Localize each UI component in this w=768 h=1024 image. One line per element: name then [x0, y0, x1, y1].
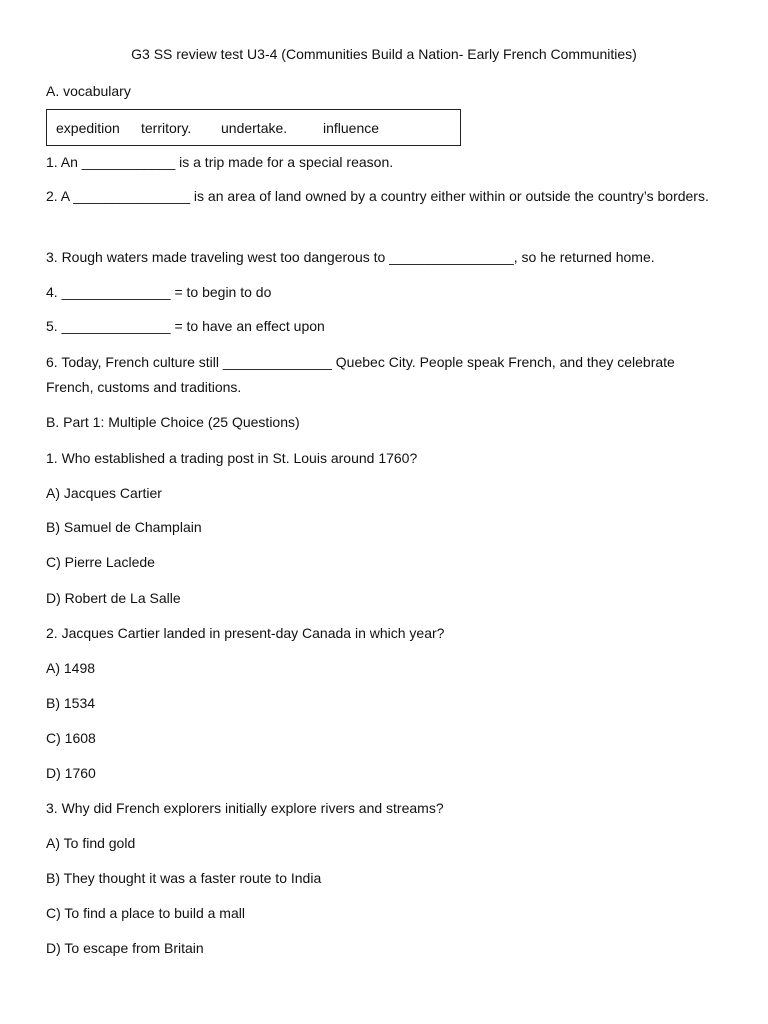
mc-option: C) Pierre Laclede	[46, 554, 155, 570]
word-bank-item: influence	[323, 120, 380, 136]
word-bank-box	[46, 109, 461, 146]
vocab-question-3: 3. Rough waters made traveling west too dangerous to ________________, so he returned home.	[46, 249, 655, 265]
mc-option: D) Robert de La Salle	[46, 590, 181, 606]
mc-question-2: 2. Jacques Cartier landed in present-day Canada in which year?	[46, 625, 445, 641]
mc-option: A) 1498	[46, 660, 96, 676]
mc-option: A) To find gold	[46, 835, 136, 851]
mc-option: B) They thought it was a faster route to India	[46, 870, 322, 886]
vocab-question-5: 5. ______________ = to have an effect upon	[46, 318, 325, 334]
section-a-heading: A. vocabulary	[46, 83, 131, 99]
mc-option: B) Samuel de Champlain	[46, 519, 202, 535]
vocab-question-2: 2. A _______________ is an area of land owned by a country either within or outside the country’s borders.	[46, 188, 709, 204]
vocab-question-6: 6. Today, French culture still ______________ Quebec City. People speak French, and they celebrate French, customs and traditions.	[46, 354, 675, 395]
word-bank-item: expedition	[56, 120, 120, 136]
vocab-question-4: 4. ______________ = to begin to do	[46, 284, 272, 300]
mc-question-3: 3. Why did French explorers initially explore rivers and streams?	[46, 800, 444, 816]
word-bank-item: undertake.	[221, 120, 288, 136]
page-title: G3 SS review test U3-4 (Communities Build a Nation- Early French Communities)	[131, 46, 637, 62]
mc-option: D) To escape from Britain	[46, 940, 204, 956]
mc-question-1: 1. Who established a trading post in St. Louis around 1760?	[46, 450, 418, 466]
word-bank-item: territory.	[141, 120, 192, 136]
mc-option: B) 1534	[46, 695, 96, 711]
section-b-heading: B. Part 1: Multiple Choice (25 Questions)	[46, 414, 300, 430]
mc-option: A) Jacques Cartier	[46, 485, 162, 501]
vocab-question-1: 1. An ____________ is a trip made for a special reason.	[46, 154, 394, 170]
mc-option: D) 1760	[46, 765, 96, 781]
mc-option: C) 1608	[46, 730, 96, 746]
mc-option: C) To find a place to build a mall	[46, 905, 245, 921]
